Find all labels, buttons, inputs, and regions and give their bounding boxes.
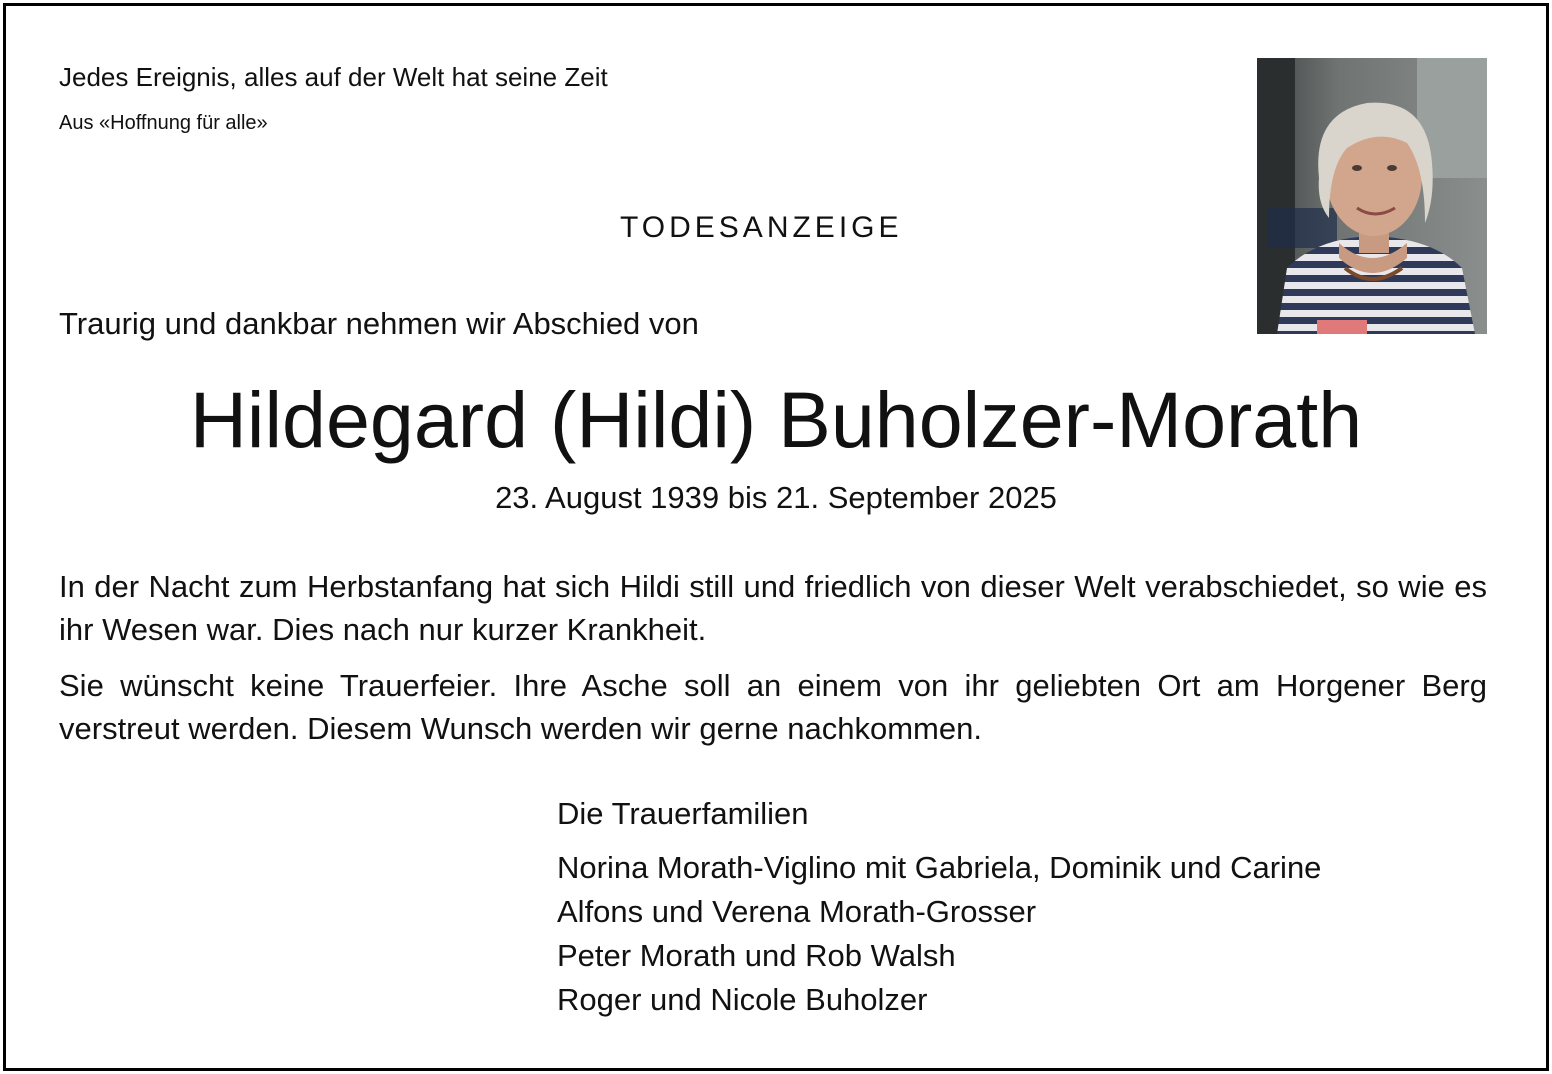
deceased-name: Hildegard (Hildi) Buholzer-Morath <box>189 375 1363 464</box>
motto-quote: Jedes Ereignis, alles auf der Welt hat seine Zeit <box>59 62 608 92</box>
notice-heading: TODESANZEIGE <box>620 211 903 244</box>
family-member: Roger und Nicole Buholzer <box>557 982 928 1017</box>
family-title: Die Trauerfamilien <box>557 796 809 831</box>
life-dates: 23. August 1939 bis 21. September 2025 <box>495 480 1057 515</box>
family-member: Peter Morath und Rob Walsh <box>557 938 956 973</box>
family-member: Alfons und Verena Morath-Grosser <box>557 894 1037 929</box>
notice-paragraph: In der Nacht zum Herbstanfang hat sich Hildi still und friedlich von dieser Welt verabschiedet, so wie es ihr Wesen war. Dies nach nur kurzer Krankheit. <box>59 569 1487 647</box>
portrait-photo <box>1257 58 1487 334</box>
notice-paragraph: Sie wünscht keine Trauerfeier. Ihre Asche soll an einem von ihr geliebten Ort am Horgener Berg verstreut werden. Diesem Wunsch werden wir gerne nachkommen. <box>59 668 1487 746</box>
intro-text: Traurig und dankbar nehmen wir Abschied von <box>59 306 699 341</box>
family-list <box>557 846 1497 1022</box>
motto-source: Aus «Hoffnung für alle» <box>59 112 268 134</box>
family-member: Norina Morath-Viglino mit Gabriela, Dominik und Carine <box>557 850 1322 885</box>
